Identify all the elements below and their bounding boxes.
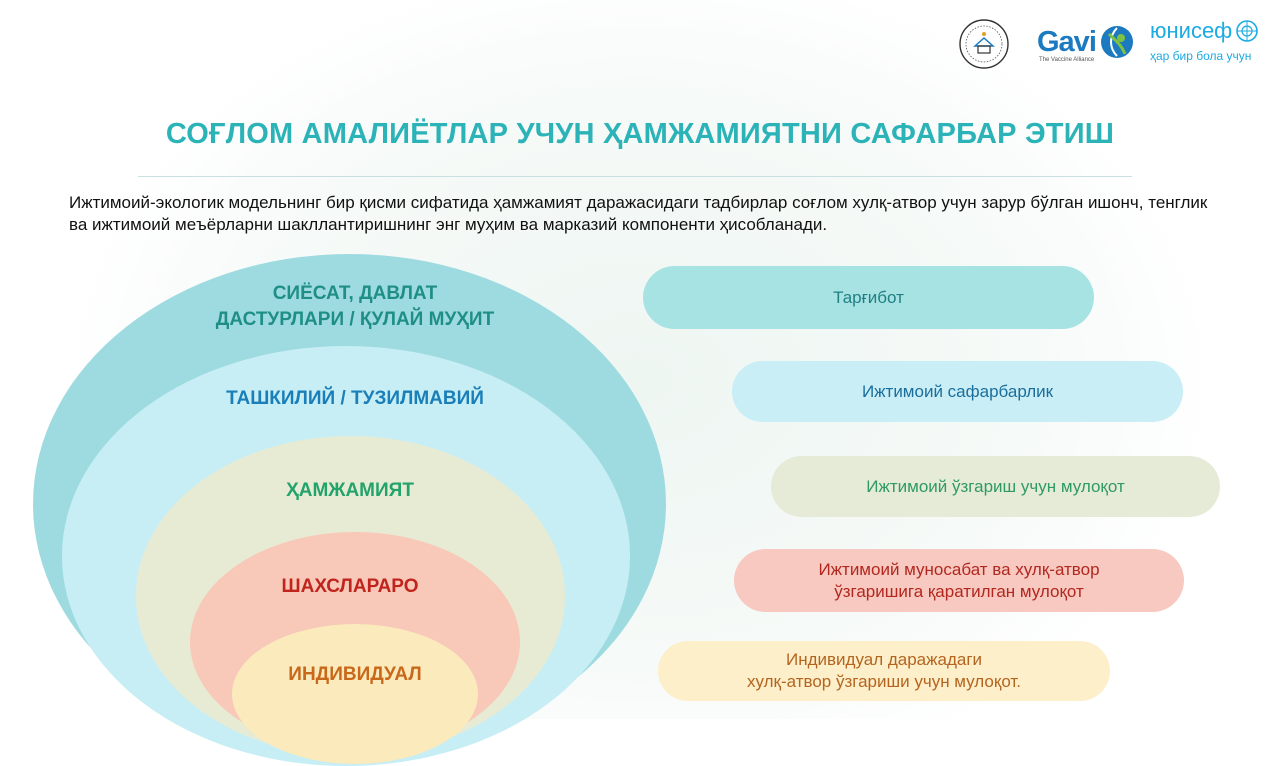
unicef-tagline: ҳар бир бола учун [1150, 49, 1252, 63]
unicef-logo [1150, 18, 1260, 68]
level-label-individual: ИНДИВИДУАЛ [288, 664, 422, 685]
unicef-emblem-icon [1236, 20, 1258, 47]
gavi-logo [1037, 24, 1137, 64]
unicef-wordmark: юнисеф [1150, 18, 1233, 43]
level-label-line: ДАСТУРЛАРИ / ҚУЛАЙ МУҲИТ [215, 309, 495, 330]
approach-label-line: Индивидуал даражадаги [785, 650, 983, 669]
level-label-organizational: ТАШКИЛИЙ / ТУЗИЛМАВИЙ [226, 388, 484, 409]
ministry-seal-icon [955, 18, 1013, 70]
level-oval-individual [232, 624, 478, 764]
gavi-wordmark: Gavi [1037, 26, 1096, 58]
level-label-line: СИЁСАТ, ДАВЛАТ [272, 283, 438, 304]
gavi-tagline: The Vaccine Alliance [1039, 57, 1095, 63]
approach-label-line: ўзгаришига қаратилган мулоқот [834, 581, 1084, 601]
approach-advocacy [643, 266, 1094, 329]
approach-label-line: Ижтимоий муносабат ва хулқ-атвор [818, 559, 1100, 579]
level-label-interpersonal: ШАХСЛАРАРО [281, 576, 419, 597]
approach-sbcc [734, 549, 1184, 612]
globe-icon [1099, 24, 1135, 65]
level-label-community: ҲАМЖАМИЯТ [286, 480, 414, 501]
approach-label: Ижтимоий сафарбарлик [861, 381, 1054, 401]
approach-label: Ижтимоий ўзгариш учун мулоқот [866, 476, 1125, 496]
intro-paragraph: Ижтимоий-экологик модельнинг бир қисми сифатида ҳамжамият даражасидаги тадбирлар соғлом хулқ-атвор учун зарур бўлган ишонч, тенглик ва ижтимоий меъёрларни шакллантиришнинг энг муҳим ва марказий компоненти ҳисобланади. [69, 193, 1208, 234]
approach-label: Тарғибот [833, 287, 904, 307]
approach-individual-communication [658, 641, 1110, 701]
approach-social-mobilization [732, 361, 1183, 422]
level-label-policy [160, 281, 550, 333]
title-divider [138, 176, 1132, 177]
approach-social-change-communication [771, 456, 1220, 517]
page-title: СОҒЛОМ АМАЛИЁТЛАР УЧУН ҲАМЖАМИЯТНИ САФАРБАР ЭТИШ [165, 118, 1115, 150]
approach-label-line: хулқ-атвор ўзгариши учун мулоқот. [746, 672, 1022, 691]
